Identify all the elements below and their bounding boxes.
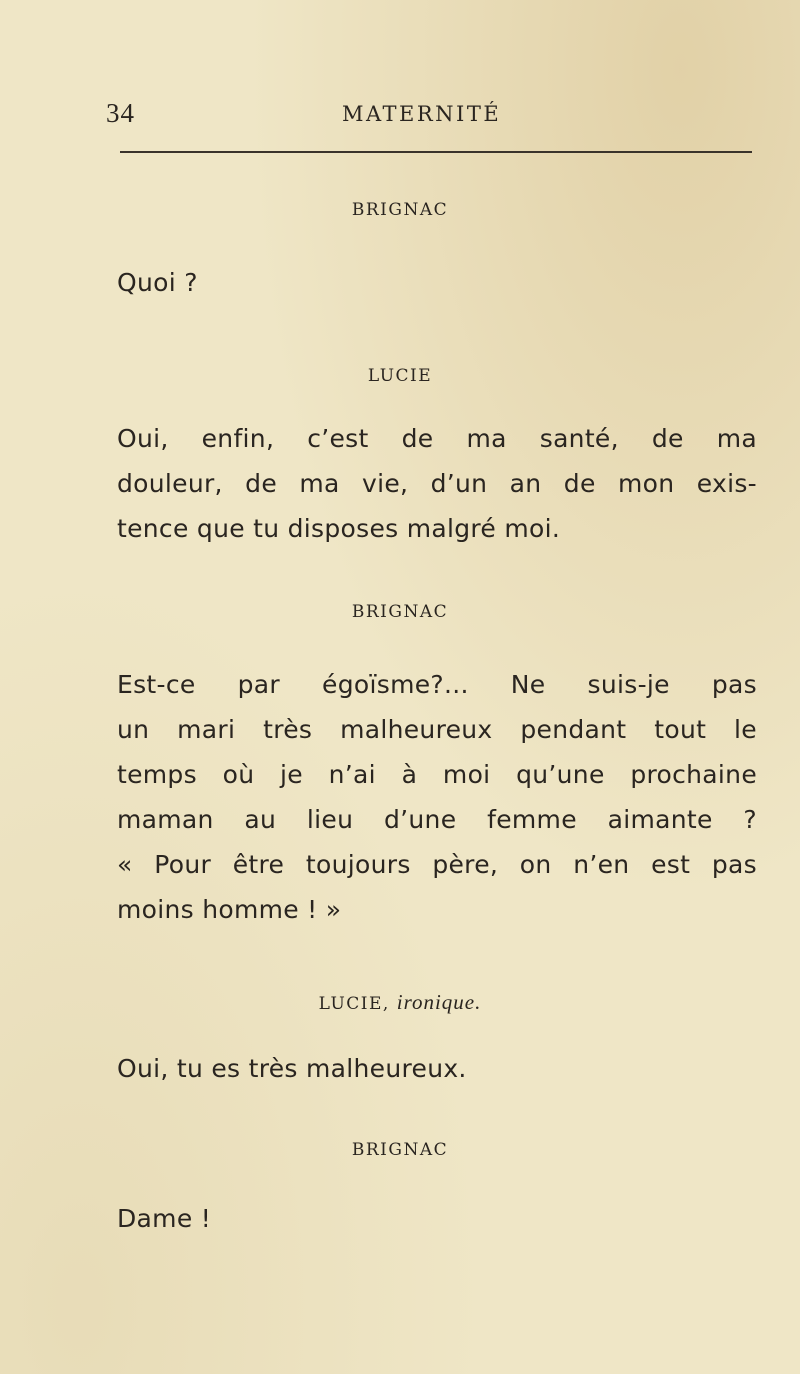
speech-line: Oui, tu es très malheureux.: [117, 1054, 467, 1083]
speech-line: Est-ce par égoïsme?... Ne suis-je pas: [117, 670, 757, 699]
speech-line: Quoi ?: [117, 268, 198, 297]
speech-line: Dame !: [117, 1204, 212, 1233]
speaker-name: LUCIE: [367, 366, 433, 386]
speaker-name: BRIGNAC: [351, 200, 449, 220]
speech-block: [117, 1046, 757, 1091]
stage-direction: ironique.: [396, 990, 482, 1014]
speech-line: Oui, enfin, c’est de ma santé, de ma: [117, 424, 757, 453]
speaker-name: BRIGNAC: [351, 602, 449, 622]
speaker-name: LUCIE,: [318, 994, 390, 1014]
speech-line: moins homme ! »: [117, 895, 342, 924]
running-head: [106, 98, 761, 138]
speech-line: douleur, de ma vie, d’un an de mon exis-: [117, 469, 757, 498]
header-rule: [120, 151, 752, 153]
speech-block: [117, 260, 757, 305]
speech-block: [117, 416, 757, 551]
speech-line: maman au lieu d’une femme aimante ?: [117, 805, 757, 834]
speech-line: temps où je n’ai à moi qu’une prochaine: [117, 760, 757, 789]
speaker-name: BRIGNAC: [351, 1140, 449, 1160]
speech-block: [117, 1196, 757, 1241]
speech-block: [117, 662, 757, 932]
speech-line: tence que tu disposes malgré moi.: [117, 514, 561, 543]
speech-line: un mari très malheureux pendant tout le: [117, 715, 757, 744]
speech-line: « Pour être toujours père, on n’en est pas: [117, 850, 757, 879]
page-number: 34: [106, 98, 135, 128]
running-title: MATERNITÉ: [342, 102, 502, 126]
speaker-with-direction: [0, 990, 800, 1015]
